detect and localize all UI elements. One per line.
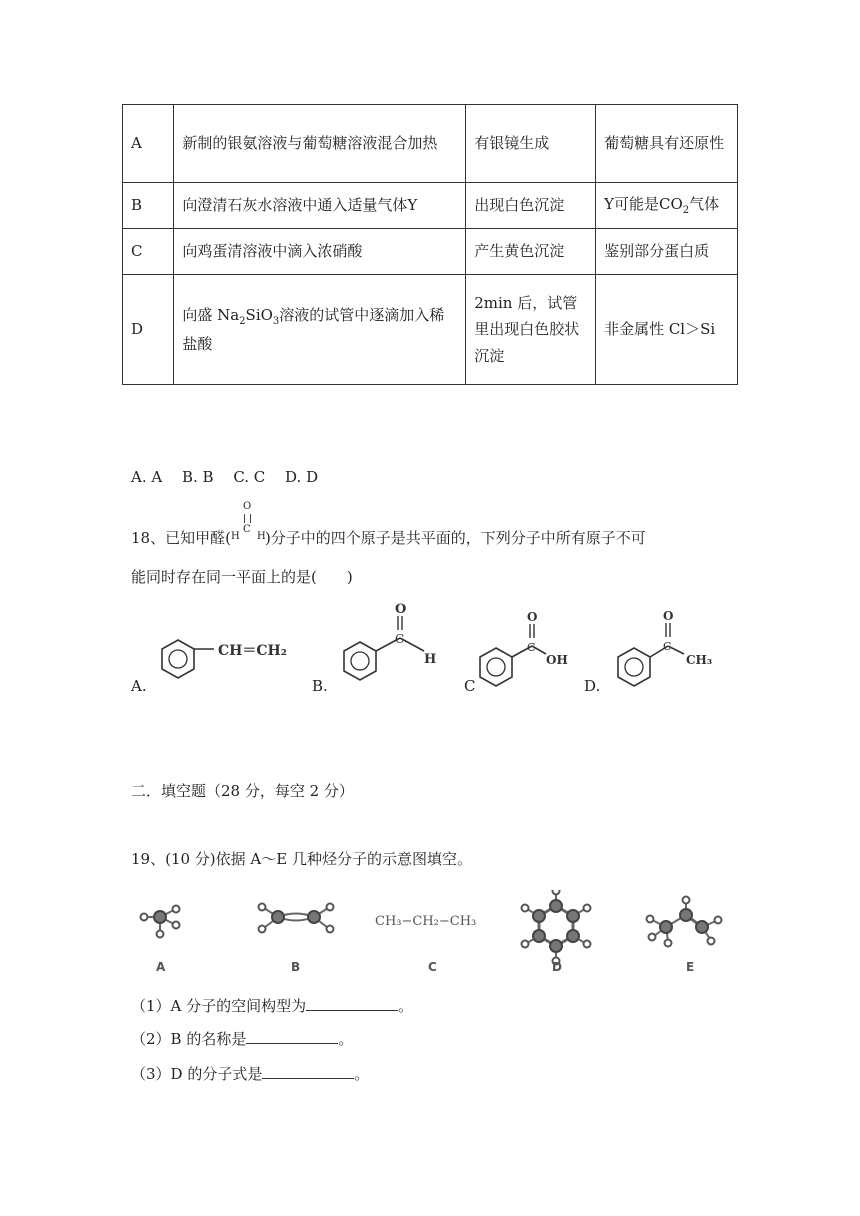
model-label: B xyxy=(291,960,301,974)
formaldehyde-h-left: H xyxy=(230,531,240,542)
sub-question-end: 。 xyxy=(338,1030,354,1048)
subscript: 2 xyxy=(239,316,246,328)
operation-cell: 向澄清石灰水溶液中通入适量气体Y xyxy=(174,183,466,229)
sub-question-text: （3）D 的分子式是 xyxy=(131,1065,263,1083)
propene-model-icon xyxy=(647,897,722,947)
operation-text: SiO xyxy=(245,306,273,325)
answer-blank[interactable] xyxy=(262,1064,354,1079)
row-label: B xyxy=(123,183,174,229)
table-row xyxy=(123,183,738,229)
benzaldehyde-structure xyxy=(338,600,448,690)
conclusion-text: 气体 xyxy=(689,195,720,214)
formaldehyde-structure xyxy=(230,501,266,543)
phenomenon-cell: 2min 后，试管里出现白色胶状沉淀 xyxy=(466,275,596,385)
q17-options: A. A B. B C. C D. D xyxy=(131,468,319,486)
benzene-ring-icon xyxy=(344,642,376,680)
answer-blank[interactable] xyxy=(246,1029,338,1044)
hydrogen-atom: H xyxy=(424,652,437,667)
formaldehyde-c: C xyxy=(242,524,251,535)
q19-stem: 19、(10 分)依据 A～E 几种烃分子的示意图填空。 xyxy=(131,850,472,868)
experiment-table xyxy=(122,104,738,385)
conclusion-cell xyxy=(596,183,738,229)
carbon-atom: C xyxy=(527,641,536,654)
option-d-label: D. xyxy=(584,677,601,695)
styrene-structure xyxy=(158,632,308,692)
operation-cell xyxy=(174,275,466,385)
oxygen-atom: O xyxy=(395,602,407,617)
benzene-ring-icon xyxy=(618,648,650,686)
subscript: 2 xyxy=(682,205,690,217)
sub-question-text: （1）A 分子的空间构型为 xyxy=(131,997,307,1015)
aromatic-circle-icon xyxy=(487,658,505,676)
carbon-atom: C xyxy=(663,640,672,653)
benzene-model-icon xyxy=(522,890,591,965)
section-heading: 二．填空题（28 分，每空 2 分） xyxy=(131,782,354,800)
conclusion-cell: 非金属性 Cl＞Si xyxy=(596,275,738,385)
acetophenone-structure xyxy=(608,606,738,690)
sub-question-end: 。 xyxy=(398,997,414,1015)
aromatic-circle-icon xyxy=(351,652,369,670)
model-label: E xyxy=(686,960,695,974)
operation-cell: 新制的银氨溶液与葡萄糖溶液混合加热 xyxy=(174,105,466,183)
table-row xyxy=(123,275,738,385)
vinyl-group: CH＝CH₂ xyxy=(218,643,287,659)
operation-text: 向盛 Na xyxy=(182,306,240,325)
model-label: A xyxy=(156,960,166,974)
ethylene-model-icon xyxy=(259,904,334,933)
q18-stem-line2: 能同时存在同一平面上的是( ) xyxy=(131,568,353,586)
phenomenon-cell: 产生黄色沉淀 xyxy=(466,229,596,275)
phenomenon-cell: 出现白色沉淀 xyxy=(466,183,596,229)
q19-sub2 xyxy=(131,1028,353,1049)
methyl-group: CH₃ xyxy=(686,653,713,667)
subscript: 3 xyxy=(272,316,280,328)
benzene-ring-icon xyxy=(162,640,194,678)
row-label: A xyxy=(123,105,174,183)
q19-sub3 xyxy=(131,1063,369,1084)
formaldehyde-o: O xyxy=(242,501,252,512)
aromatic-circle-icon xyxy=(169,650,187,668)
oxygen-atom: O xyxy=(663,609,674,623)
model-label: C xyxy=(428,960,437,974)
sub-question-text: （2）B 的名称是 xyxy=(131,1030,247,1048)
option-a-label: A. xyxy=(131,677,147,695)
operation-cell: 向鸡蛋清溶液中滴入浓硝酸 xyxy=(174,229,466,275)
carbon-atom: C xyxy=(395,632,405,646)
phenomenon-cell: 有银镜生成 xyxy=(466,105,596,183)
aromatic-circle-icon xyxy=(625,658,643,676)
conclusion-cell: 葡萄糖具有还原性 xyxy=(596,105,738,183)
table-row xyxy=(123,105,738,183)
propane-formula: CH₃−CH₂−CH₃ xyxy=(375,914,477,929)
option-c-label: C xyxy=(464,677,476,695)
conclusion-cell: 鉴别部分蛋白质 xyxy=(596,229,738,275)
answer-blank[interactable] xyxy=(306,996,398,1011)
q19-sub1 xyxy=(131,995,413,1016)
operation-text: 溶液的试管中逐滴加入稀盐酸 xyxy=(182,306,445,353)
oxygen-atom: O xyxy=(527,610,538,624)
benzoic-acid-structure xyxy=(470,610,580,690)
formaldehyde-h-right: H xyxy=(256,531,266,542)
double-bond-icon xyxy=(244,514,251,523)
row-label: D xyxy=(123,275,174,385)
conclusion-text: Y可能是CO xyxy=(604,195,683,214)
q18-text: )分子中的四个原子是共平面的，下列分子中所有原子不可 xyxy=(264,529,646,547)
q18-stem-line1 xyxy=(131,501,646,548)
methane-model-icon xyxy=(141,906,180,938)
sub-question-end: 。 xyxy=(354,1065,370,1083)
model-label: D xyxy=(552,960,562,974)
benzene-ring-icon xyxy=(480,648,512,686)
table-row xyxy=(123,229,738,275)
row-label: C xyxy=(123,229,174,275)
hydroxyl-group: OH xyxy=(546,653,568,667)
q18-text: 18、已知甲醛( xyxy=(131,529,231,547)
option-b-label: B. xyxy=(312,677,328,695)
